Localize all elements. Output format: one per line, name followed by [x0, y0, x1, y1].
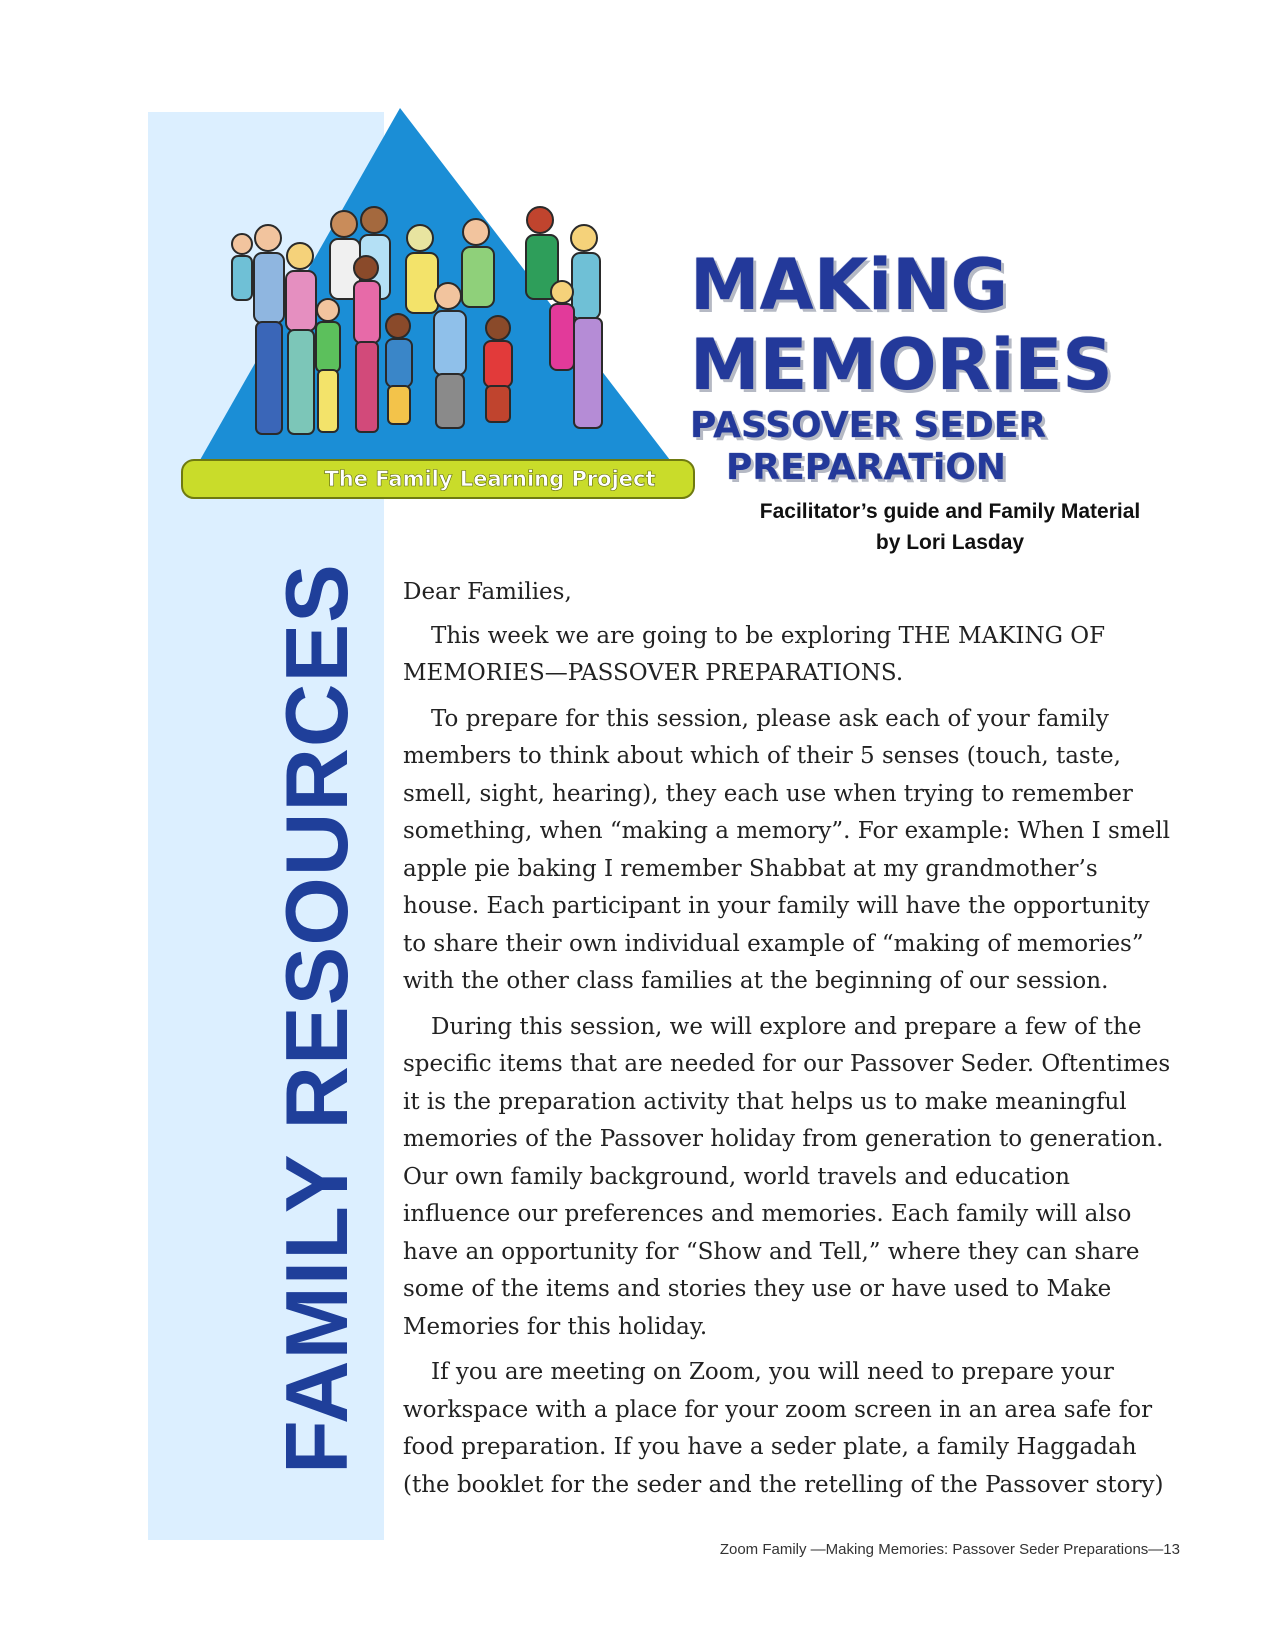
logo-banner-text: The Family Learning Project: [324, 467, 656, 491]
family-learning-project-logo: [180, 108, 720, 524]
letter-paragraph: This week we are going to be exploring THE MAKING OF MEMORIES—PASSOVER PREPARATIONS.: [403, 622, 1106, 686]
page-footer: Zoom Family —Making Memories: Passover Seder Preparations—13: [719, 1541, 1180, 1558]
letter-paragraph: If you are meeting on Zoom, you will need to prepare your workspace with a place for your zoom screen in an area safe for food preparation. If you have a seder plate, a family Haggadah (the booklet for the seder and the retelling of the Passover story): [403, 1359, 1164, 1498]
byline: [740, 496, 1160, 558]
subtitle-preparation: PREPARATiON: [726, 447, 1007, 488]
byline-guide: Facilitator’s guide and Family Material: [759, 500, 1141, 523]
letter-paragraph: During this session, we will explore and prepare a few of the specific items that are needed for our Passover Seder. Oftentimes it is the preparation activity that helps us to make meaningful memories of the Passover holiday from generation to generation. Our own family background, world travels and education influence our preferences and memories. Each family will also have an opportunity for “Show and Tell,” where they can share some of the items and stories they use or have used to Make Memories for this holiday.: [403, 1013, 1171, 1340]
letter-greeting: Dear Families,: [403, 579, 572, 605]
letter-body: [403, 574, 1173, 1512]
subtitle-passover-seder: PASSOVER SEDER: [690, 405, 1047, 446]
letter-paragraph: To prepare for this session, please ask each of your family members to think about which of their 5 senses (touch, taste, smell, sight, hearing), they each use when trying to remember something, when “making a memory”. For example: When I smell apple pie baking I remember Shabbat at my grandmother’s house. Each participant in your family will have the opportunity to share their own individual example of “making of memories” with the other class families at the beginning of our session.: [403, 705, 1170, 994]
title-memories: MEMORiES: [690, 324, 1113, 406]
sidebar-label: FAMILY RESOURCES: [267, 563, 366, 1474]
title-block: [690, 244, 1113, 488]
byline-author: by Lori Lasday: [875, 531, 1025, 554]
title-making: MAKiNG: [690, 244, 1009, 326]
